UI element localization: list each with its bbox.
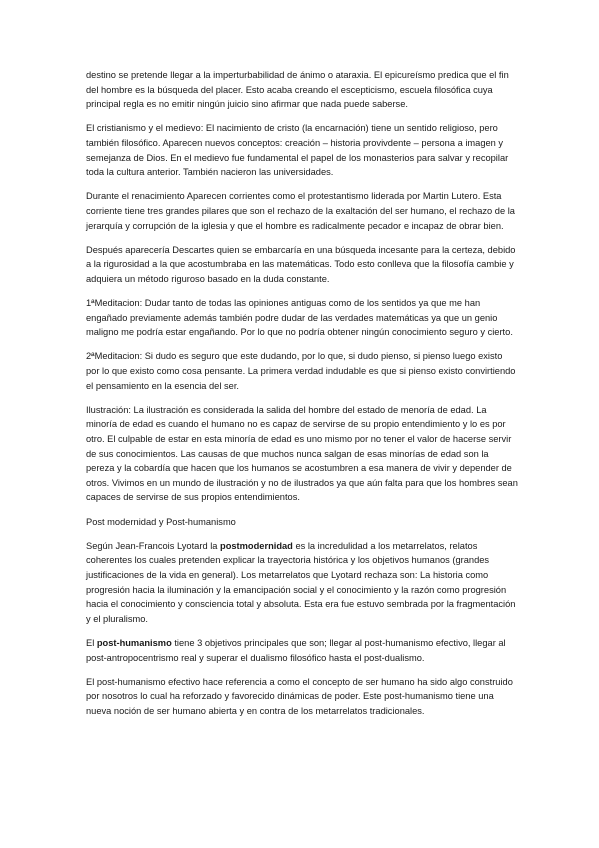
paragraph-descartes: Después aparecería Descartes quien se embarcaría en una búsqueda incesante para la certeza, debido a la rigurosidad a la que acostumbraba en las matemáticas. Todo esto conlleva que la filosofía cambie y adquiera un método riguroso basado en la duda constante. xyxy=(86,244,516,284)
paragraph-ilustracion: Ilustración: La ilustración es considerada la salida del hombre del estado de menoría de edad. La minoría de edad es cuando el humano no es capaz de servirse de su propio entendimiento y lo es por otro. El culpable de estar en esta minoría de edad es uno mismo por no tener el valor de hacerse servir de sus conocimientos. Las causas de que muchos nunca salgan de esas minorías de edad son la pereza y la cobardía que hacen que los humanos se acostumbren a esa manera de vivir y depender de otros. Vivimos en un mundo de ilustración y no de ilustrados ya que aún falta para que los hombres sean capaces de servirse de sus propios entendimientos. xyxy=(86,404,518,503)
document-page xyxy=(86,68,518,728)
paragraph-lyotard xyxy=(86,539,518,627)
posthumanismo-text-after: tiene 3 objetivos principales que son; llegar al post-humanismo efectivo, llegar al post-antropocentrismo real y superar el dualismo filosófico hasta el post-dualismo. xyxy=(86,637,506,663)
paragraph-meditacion-2: 2ªMeditacion: Si dudo es seguro que este dudando, por lo que, si dudo pienso, si pienso luego existo por lo que existo como cosa pensante. La primera verdad indudable es que si pienso existo convirtiendo el pensamiento en la esencia del ser. xyxy=(86,351,516,391)
post-humanismo-term: post-humanismo xyxy=(96,637,172,648)
postmodernidad-term: postmodernidad xyxy=(220,540,293,551)
posthumanismo-text-before: El xyxy=(86,637,97,648)
paragraph-meditacion-1: 1ªMeditacion: Dudar tanto de todas las opiniones antiguas como de los sentidos ya que me han engañado previamente además también podre dudar de las verdades matemáticas ya que un genio maligno me podría estar engañando. Por lo que no podría obtener ningún conocimiento seguro y cierto. xyxy=(86,298,513,338)
paragraph-renacimiento: Durante el renacimiento Aparecen corrientes como el protestantismo liderada por Martin Lutero. Esta corriente tiene tres grandes pilares que son el rechazo de la exaltación del ser humano, el rechazo de la jerarquía y corrupción de la iglesia y que el hombre es radicalmente pecador e incapaz de obrar bien. xyxy=(86,191,515,231)
section-heading-postmodernidad: Post modernidad y Post-humanismo xyxy=(86,516,236,527)
lyotard-text-after: es la incredulidad a los metarrelatos, relatos coherentes los cuales pretenden explicar la trayectoria histórica y los objetivos humanos (grandes justificaciones de la vida en general). Los metarrelatos que Lyotard rechaza son: La historia como progresión hacia la iluminación y la emancipación social y el conocimiento y la razón como progresión hacia el conocimiento y consciencia total y absoluta. Esta era fue estuvo sembrada por la fragmentación y el pluralismo. xyxy=(86,540,516,624)
paragraph-cristianismo: El cristianismo y el medievo: El nacimiento de cristo (la encarnación) tiene un sentido religioso, pero también filosófico. Aparecen nuevos conceptos: creación – historia provivdente – persona a imagen y semejanza de Dios. En el medievo fue fundamental el papel de los monasterios para salvar y recopilar toda la cultura anterior. También nacieron las universidades. xyxy=(86,123,509,178)
lyotard-text-before: Según Jean-Francois Lyotard la xyxy=(86,540,221,551)
paragraph-post-humanismo xyxy=(86,636,518,665)
paragraph-post-humanismo-efectivo: El post-humanismo efectivo hace referencia a como el concepto de ser humano ha sido algo construido por nosotros lo cual ha reforzado y favorecido dinámicas de poder. Este post-humanismo tiene una nueva noción de ser humano abierta y en contra de los metarrelatos tradicionales. xyxy=(86,676,513,716)
paragraph-ataraxia: destino se pretende llegar a la imperturbabilidad de ánimo o ataraxia. El epicureísmo predica que el fin del hombre es la búsqueda del placer. Esto acaba creando el escepticismo, escuela filosófica cuya principal regla es no emitir ningún juicio sino afirmar que nada puede saberse. xyxy=(86,70,509,110)
